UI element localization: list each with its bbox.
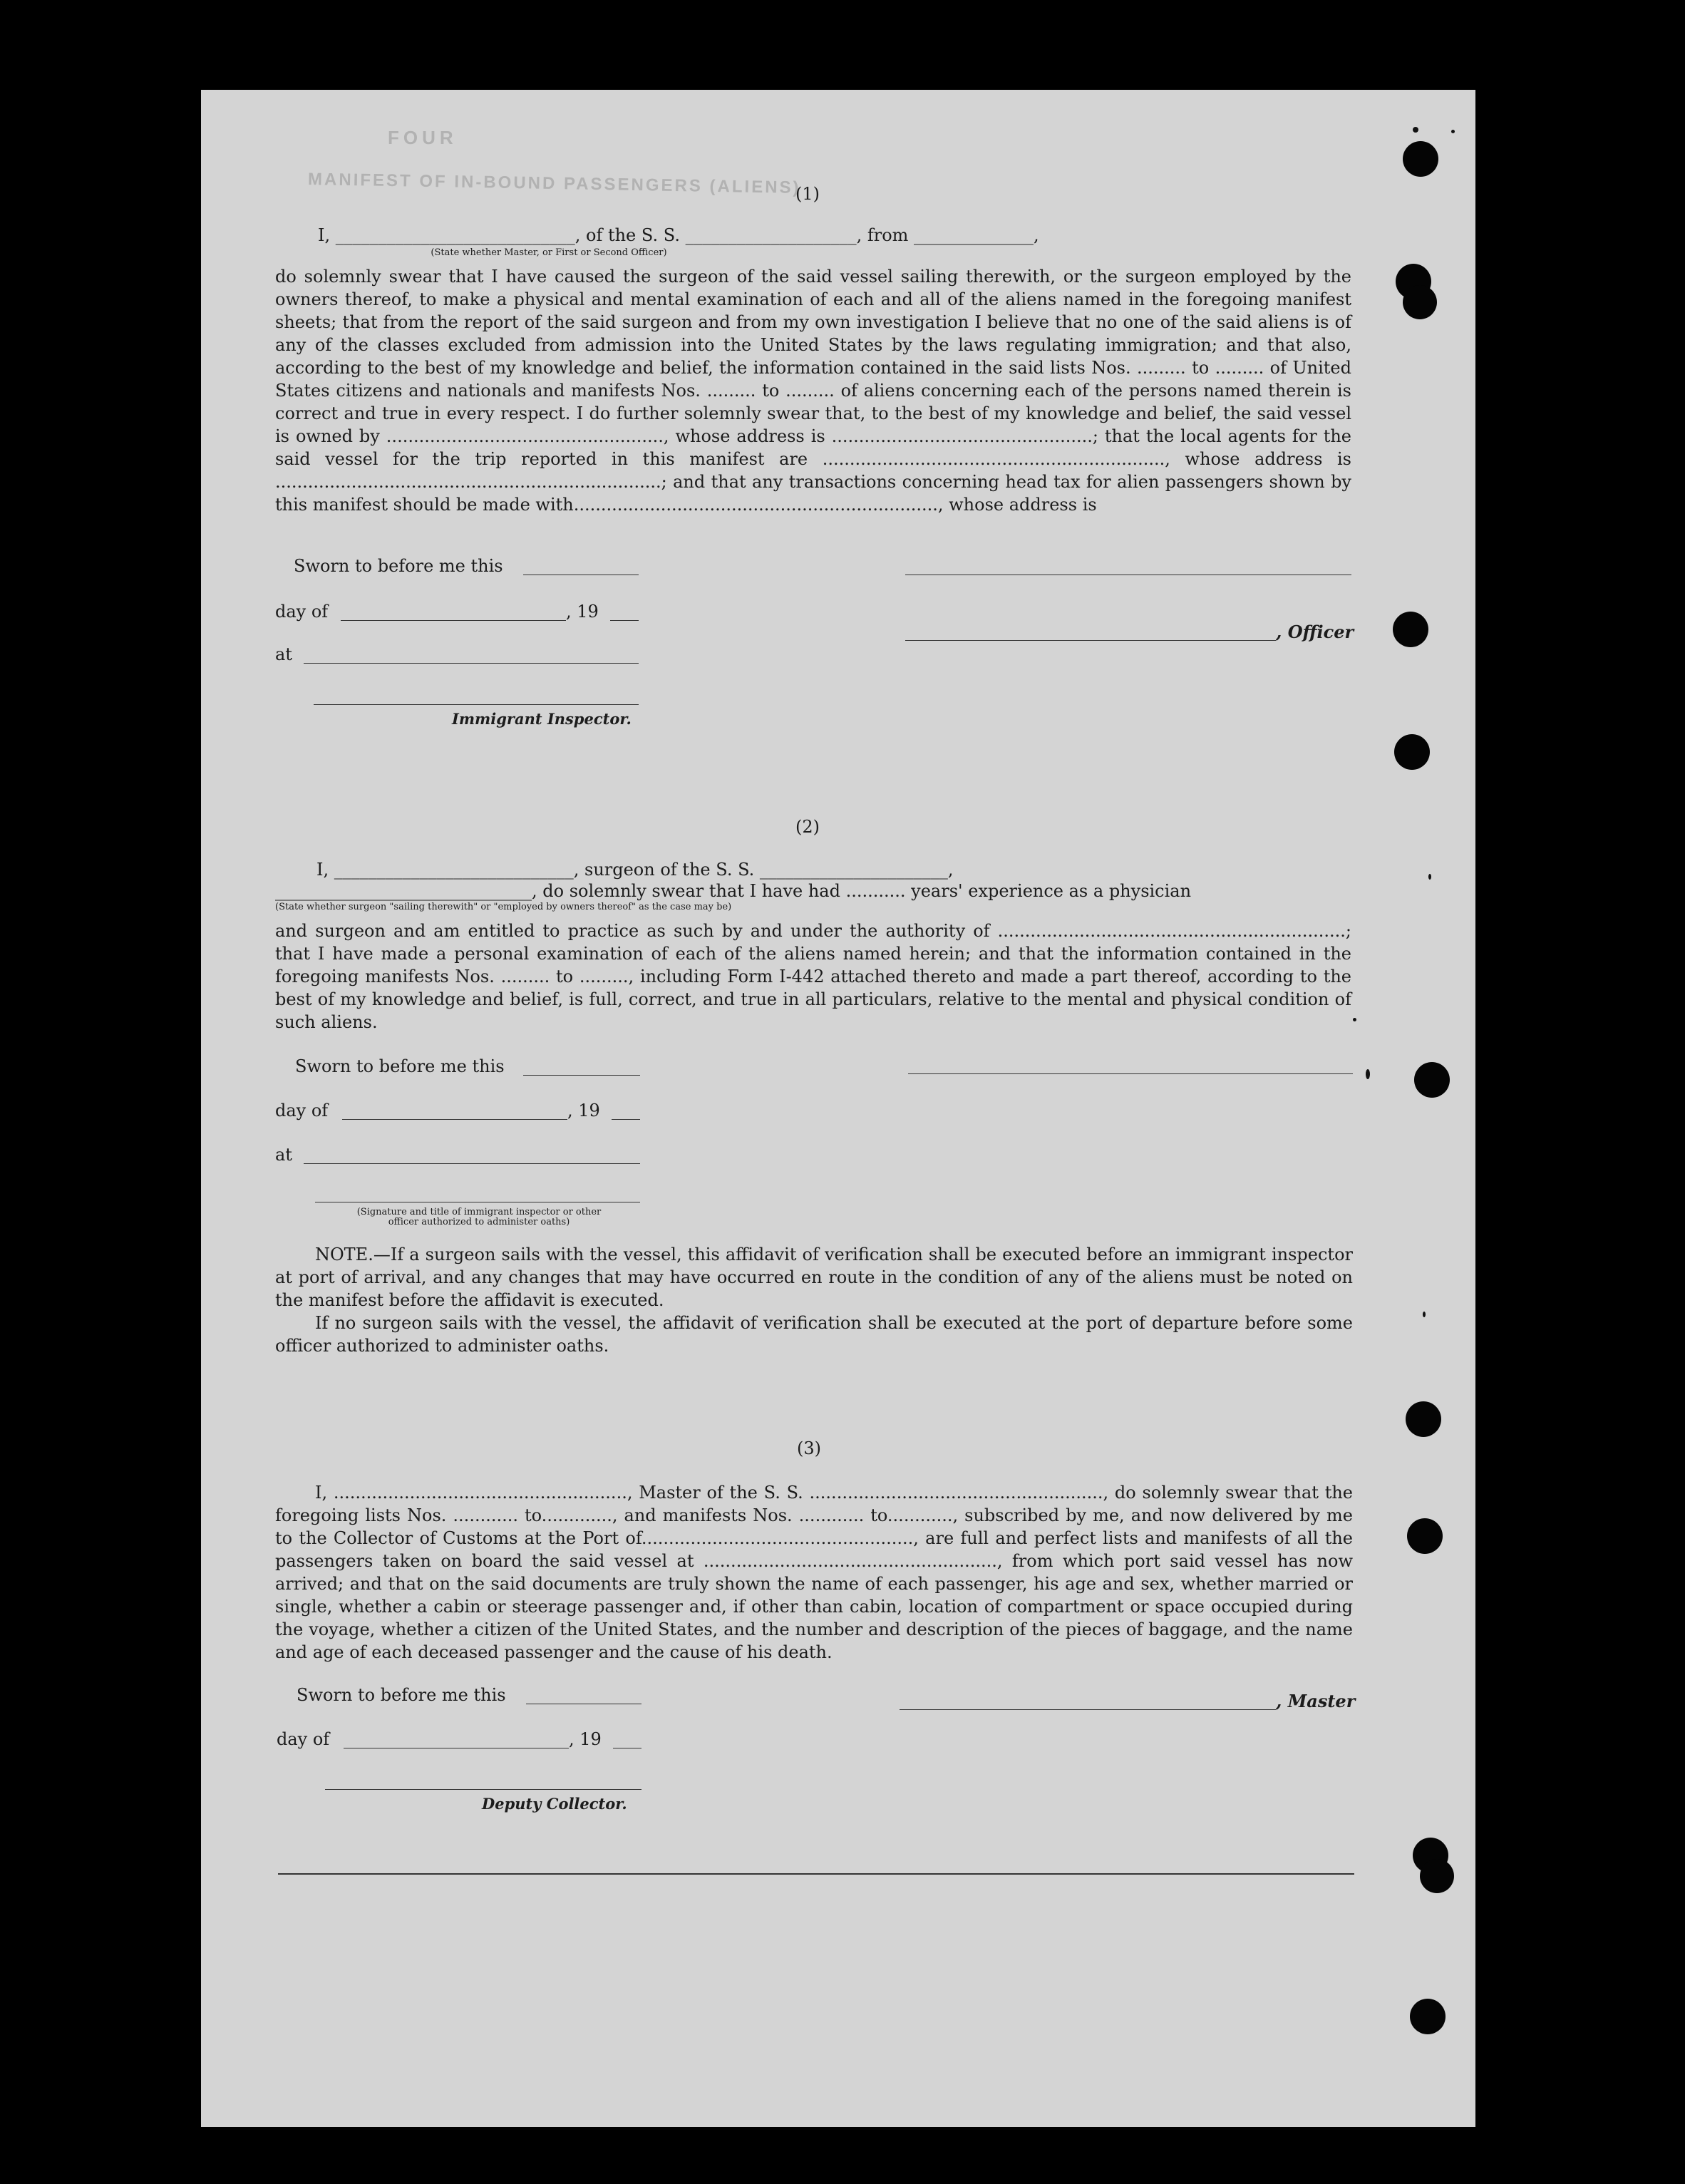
section1-officer-rule xyxy=(905,640,1276,641)
speck-6 xyxy=(1353,1018,1356,1021)
binder-hole-5 xyxy=(1414,1062,1450,1098)
section1-body: do solemnly swear that I have caused the surgeon of the said vessel sailing therewith, or the surgeon employed by the owners thereof, to make a physical and mental examination of each and all of the aliens named in the foregoing manifest sheets; that from the report of the said surgeon and from my own investigation I believe that no one of the said aliens is of any of the classes excluded from admission into the United States by the laws regulating immigration; and that also, according to the best of my knowledge and belief, the information contained in the said lists Nos. ......... to ......... of United States citizens and nationals and manifests Nos. ......... to ......... of aliens concerning each of the persons named therein is correct and true in every respect. I do further solemnly swear that, to the best of my knowledge and belief, the said vessel is owned by ..................................................., whose address is ................................................; that the local agents for the said vessel for the trip reported in this manifest are ..............................................................., whose address is .......................................................................; and that any transactions concerning head tax for alien passengers shown by this manifest should be made with..................................................................., whose address is xyxy=(275,267,1351,515)
binder-hole-7 xyxy=(1407,1518,1443,1554)
section1-sworn: Sworn to before me this xyxy=(294,556,503,576)
section2-signature-rule xyxy=(908,1073,1353,1074)
section2-body: and surgeon and am entitled to practice as such by and under the authority of ................................................................; that I have made a personal examination of each of the aliens named herein; and that the information contained in the foregoing manifests Nos. ......... to ........., including Form I-442 attached thereto and made a part thereof, according to the best of my knowledge and belief, is full, correct, and true in all particulars, relative to the mental and physical condition of such aliens. xyxy=(275,921,1351,1032)
bottom-rule xyxy=(278,1873,1354,1875)
section1-year-rule xyxy=(610,620,639,621)
section2-at: at xyxy=(275,1145,292,1165)
section2-day-of: day of xyxy=(275,1101,329,1121)
binder-hole-9 xyxy=(1410,1999,1446,2034)
section1-year: , 19 xyxy=(566,602,599,622)
speck-3 xyxy=(1366,1069,1370,1079)
section2-day-rule xyxy=(342,1119,567,1120)
section2-sworn: Sworn to before me this xyxy=(295,1056,505,1076)
binder-hole-6 xyxy=(1406,1401,1441,1437)
master-label: , Master xyxy=(1276,1691,1356,1711)
section3-sworn: Sworn to before me this xyxy=(297,1685,506,1705)
section2-year: , 19 xyxy=(567,1101,600,1121)
deputy-label: Deputy Collector. xyxy=(482,1795,627,1813)
inspector-label: Immigrant Inspector. xyxy=(452,710,632,728)
section2-at-rule xyxy=(304,1163,640,1164)
section2-line1: I, ____________________________, surgeon of the S. S. ______________________, xyxy=(316,860,954,880)
section2-caption: (State whether surgeon "sailing therewith" or "employed by owners thereof" as the case may be) xyxy=(275,902,732,912)
section2-year-rule xyxy=(612,1119,640,1120)
speck-5 xyxy=(1423,1312,1426,1317)
section3-master-rule xyxy=(900,1709,1276,1710)
section3-number: (3) xyxy=(797,1438,821,1458)
binder-hole-2 xyxy=(1396,264,1431,299)
binder-hole-3 xyxy=(1393,612,1428,647)
section3-year: , 19 xyxy=(569,1729,602,1749)
section1-number: (1) xyxy=(795,184,820,204)
binder-hole-4 xyxy=(1394,734,1430,770)
section1-at-rule xyxy=(304,663,639,664)
inspector-rule xyxy=(314,704,639,705)
faint-title: MANIFEST OF IN-BOUND PASSENGERS (ALIENS) xyxy=(307,169,801,198)
section1-day-of: day of xyxy=(275,602,329,622)
section3-body: I, ......................................................, Master of the S. S. ......................................................, do solemnly swear that the foregoing lists Nos. ............ to............., and manifests Nos. ............ to............, subscribed by me, and now delivered by me to the Collector of Customs at the Port of.................................................., are full and perfect lists and manifests of all the passengers taken on board the said vessel at ......................................................, from which port said vessel has now arrived; and that on the said documents are truly shown the name of each passenger, his age and sex, whether married or single, whether a cabin or steerage passenger and, if other than cabin, location of compartment or space occupied during the voyage, whether a citizen of the United States, and the number and description of the pieces of baggage, and the name and age of each deceased passenger and the cause of his death. xyxy=(275,1483,1353,1662)
section2-number: (2) xyxy=(795,817,820,837)
section1-at: at xyxy=(275,644,292,664)
note-paragraph-1: NOTE.—If a surgeon sails with the vessel, this affidavit of verification shall be executed before an immigrant inspector at port of arrival, and any changes that may have occurred en route in the condition of any of the aliens must be noted on the manifest before the affidavit is executed. xyxy=(275,1245,1353,1310)
deputy-rule xyxy=(325,1789,641,1790)
speck-4 xyxy=(1428,874,1431,880)
section1-line1: I, ____________________________, of the S. S. ____________________, from ______________, xyxy=(318,225,1039,245)
form-sheet xyxy=(201,90,1475,2127)
section2-sig-caption: (Signature and title of immigrant inspector or other officer authorized to administer oaths) xyxy=(356,1207,602,1227)
binder-hole-1 xyxy=(1403,141,1438,177)
page-label: FOUR xyxy=(388,127,458,148)
binder-hole-8 xyxy=(1413,1838,1448,1873)
section3-day-of: day of xyxy=(277,1729,330,1749)
section2-sworn-rule xyxy=(523,1075,640,1076)
officer-label: , Officer xyxy=(1276,622,1354,642)
section1-caption: (State whether Master, or First or Second Officer) xyxy=(431,247,667,258)
speck-2 xyxy=(1451,130,1455,133)
section2-line2: ______________________________, do solemnly swear that I have had ........... years' experience as a physician xyxy=(275,881,1192,901)
note-paragraph-2: If no surgeon sails with the vessel, the affidavit of verification shall be executed at the port of departure before some officer authorized to administer oaths. xyxy=(275,1313,1353,1356)
speck-1 xyxy=(1413,127,1418,133)
section1-day-rule xyxy=(341,620,566,621)
